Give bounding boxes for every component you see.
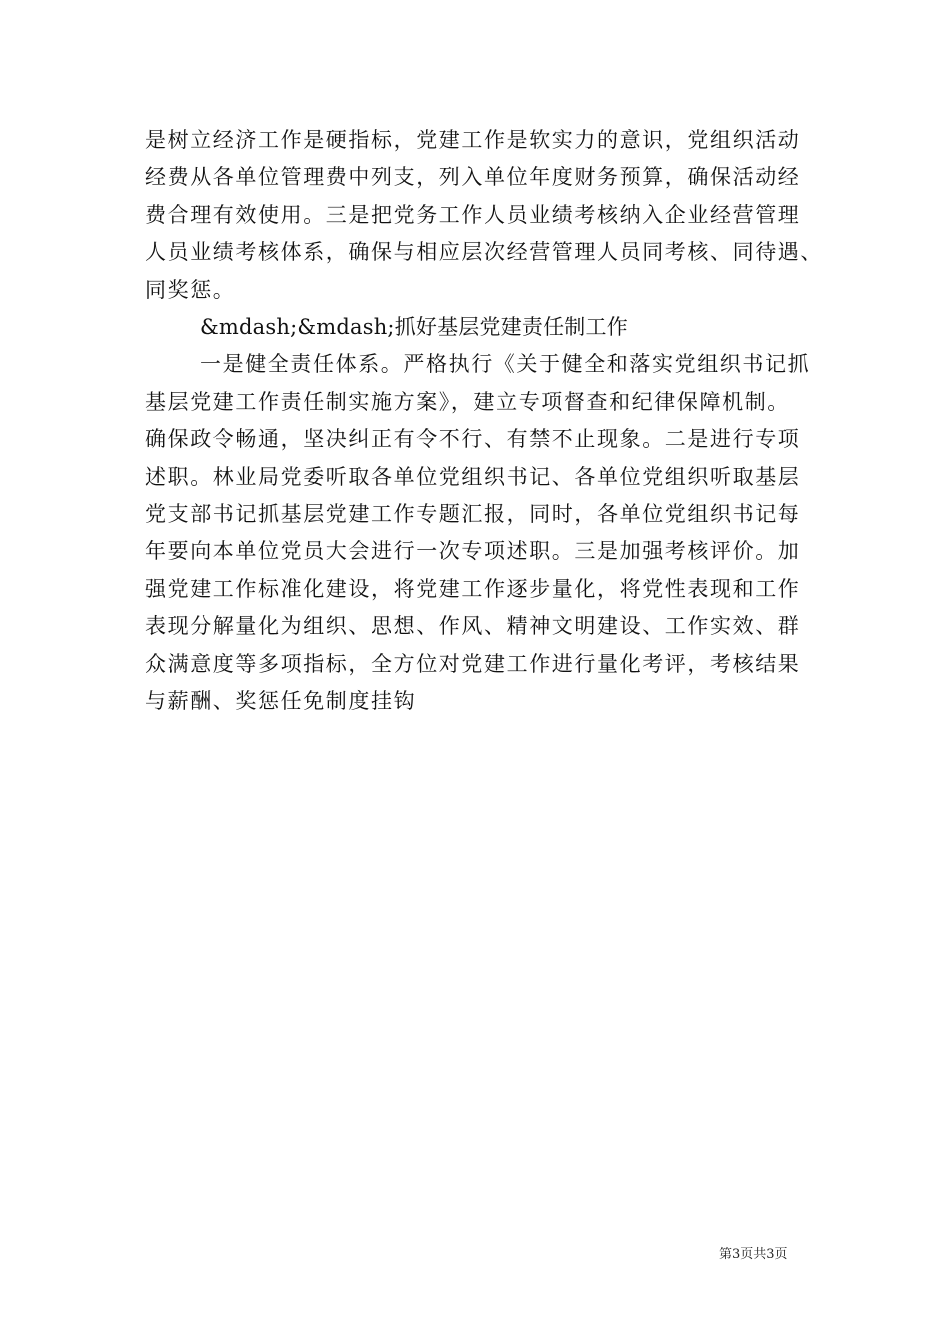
section-heading: &mdash;&mdash;抓好基层党建责任制工作 bbox=[200, 315, 628, 340]
paragraph-2-line-3: 确保政令畅通，坚决纠正有令不行、有禁不止现象。二是进行专项 bbox=[145, 427, 801, 452]
page-number-footer: 第3页共3页 bbox=[719, 1247, 788, 1262]
paragraph-2-line-7: 强党建工作标准化建设，将党建工作逐步量化，将党性表现和工作 bbox=[145, 576, 801, 601]
paragraph-2-line-4: 述职。林业局党委听取各单位党组织书记、各单位党组织听取基层 bbox=[145, 464, 801, 489]
paragraph-2-line-9: 众满意度等多项指标，全方位对党建工作进行量化考评，考核结果 bbox=[145, 651, 801, 676]
paragraph-2-line-2: 基层党建工作责任制实施方案》，建立专项督查和纪律保障机制。 bbox=[145, 389, 790, 414]
paragraph-1-line-3: 费合理有效使用。三是把党务工作人员业绩考核纳入企业经营管理 bbox=[145, 202, 801, 227]
paragraph-2-line-6: 年要向本单位党员大会进行一次专项述职。三是加强考核评价。加 bbox=[145, 539, 801, 564]
paragraph-2-line-10: 与薪酬、奖惩任免制度挂钩 bbox=[145, 689, 417, 714]
paragraph-1-line-5: 同奖惩。 bbox=[145, 277, 236, 302]
paragraph-2-line-1: 一是健全责任体系。严格执行《关于健全和落实党组织书记抓 bbox=[200, 352, 811, 377]
paragraph-1-line-2: 经费从各单位管理费中列支，列入单位年度财务预算，确保活动经 bbox=[145, 165, 801, 190]
paragraph-2-line-8: 表现分解量化为组织、思想、作风、精神文明建设、工作实效、群 bbox=[145, 614, 801, 639]
paragraph-1-line-4: 人员业绩考核体系，确保与相应层次经营管理人员同考核、同待遇、 bbox=[145, 240, 823, 265]
paragraph-2-line-5: 党支部书记抓基层党建工作专题汇报，同时，各单位党组织书记每 bbox=[145, 502, 801, 527]
paragraph-1-line-1: 是树立经济工作是硬指标，党建工作是软实力的意识，党组织活动 bbox=[145, 128, 801, 152]
document-body bbox=[145, 122, 825, 721]
